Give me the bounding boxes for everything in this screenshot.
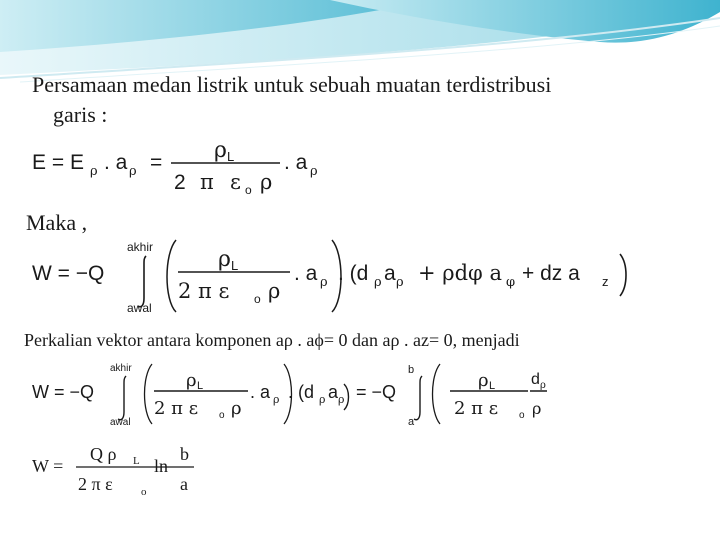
eq2-integral-icon: [138, 256, 146, 307]
equation-electric-field: [28, 134, 348, 196]
eq1-rhs: . a: [284, 151, 308, 174]
eq3-den: 2 π ε: [154, 398, 199, 419]
intro-text-line1: Persamaan medan listrik untuk sebuah muatan terdistribusi: [32, 72, 552, 97]
maka-text: Maka ,: [26, 210, 88, 235]
eq3-num2-sub: L: [489, 380, 496, 392]
eq3-a-sub: ρ: [273, 393, 280, 406]
eq2-lower: awal: [127, 301, 152, 315]
eq3-upper: akhir: [110, 363, 132, 374]
eq3-den-sub: o: [219, 410, 225, 421]
eq1-lhs: E = E: [32, 151, 84, 174]
eq3-lhs: W = −Q: [32, 382, 95, 402]
eq1-num: ρ: [214, 138, 227, 163]
eq2-lhs: W = −Q: [32, 262, 105, 285]
eq1-rhs-sub: ρ: [310, 164, 318, 179]
equation-work-result: [30, 440, 230, 504]
eq1-sub: ρ: [90, 164, 98, 179]
eq1-den-rho: ρ: [260, 170, 273, 194]
eq4-num: Q ρ: [90, 444, 117, 464]
eq3-eq2: = −Q: [356, 382, 397, 402]
eq1-den-pi: π: [200, 170, 214, 194]
eq2-den-sub: o: [254, 292, 261, 306]
eq3-num2: ρ: [478, 370, 489, 391]
eq3-lower: awal: [110, 417, 131, 428]
equation-work-integral: [28, 236, 648, 316]
eq2-term3-sub: z: [602, 274, 609, 289]
eq3-num3: d: [531, 371, 540, 388]
eq4-num-sub: L: [133, 455, 140, 467]
eq3-den2: 2 π ε: [454, 398, 499, 419]
eq3-integral2-icon: [414, 376, 422, 420]
eq3-upper2: b: [408, 364, 415, 376]
eq1-sub2: ρ: [129, 164, 137, 179]
eq2-d-sub: ρ: [374, 275, 382, 290]
equation-work-simplified: [28, 360, 548, 428]
eq3-den3: ρ: [532, 399, 542, 418]
eq2-term2: + ρdφ a: [418, 261, 502, 285]
eq1-dot-a: . a: [104, 151, 128, 174]
eq1-den-eps: ε: [230, 170, 241, 194]
eq3-integral-icon: [118, 376, 126, 420]
eq2-term2-sub: φ: [506, 275, 516, 290]
eq3-num-sub: L: [197, 380, 204, 392]
eq4-frac-den: a: [180, 474, 188, 494]
eq3-lower2: a: [408, 416, 415, 428]
eq1-den-eps-sub: o: [245, 183, 252, 196]
eq2-num: ρ: [218, 247, 231, 272]
eq2-a: . a: [294, 262, 318, 285]
eq2-d: . (d: [338, 262, 369, 285]
eq2-den: 2 π ε: [178, 279, 230, 303]
intro-text-line2: garis :: [53, 102, 108, 127]
eq4-ln: ln: [154, 456, 169, 476]
eq3-d: . (d: [288, 382, 315, 402]
eq3-den2-sub: o: [519, 410, 525, 421]
eq4-lhs: W =: [32, 456, 64, 476]
eq2-a-sub: ρ: [320, 275, 328, 290]
eq4-den-sub: o: [141, 486, 147, 498]
eq4-den: 2 π ε: [78, 474, 113, 494]
eq3-num3-sub: ρ: [540, 380, 546, 391]
eq3-a: . a: [250, 382, 271, 402]
eq3-den-rho: ρ: [231, 398, 242, 419]
eq2-term3: + dz a: [522, 262, 580, 285]
eq3-a2: a: [328, 382, 339, 402]
eq2-a2-sub: ρ: [396, 275, 404, 290]
eq4-frac-num: b: [180, 444, 189, 464]
eq2-upper: akhir: [127, 240, 154, 254]
eq2-a2: a: [384, 262, 396, 285]
eq3-num: ρ: [186, 370, 197, 391]
eq2-den-rho: ρ: [268, 279, 281, 303]
eq1-equals: =: [150, 151, 163, 174]
eq1-num-sub: L: [227, 149, 235, 164]
eq3-d-sub: ρ: [319, 393, 326, 406]
vector-product-text: Perkalian vektor antara komponen aρ . aϕ= 0 dan aρ . az= 0, menjadi: [24, 330, 520, 350]
eq1-den-2: 2: [174, 171, 186, 194]
eq3-a2-sub: ρ: [338, 393, 345, 406]
eq2-num-sub: L: [231, 258, 239, 273]
